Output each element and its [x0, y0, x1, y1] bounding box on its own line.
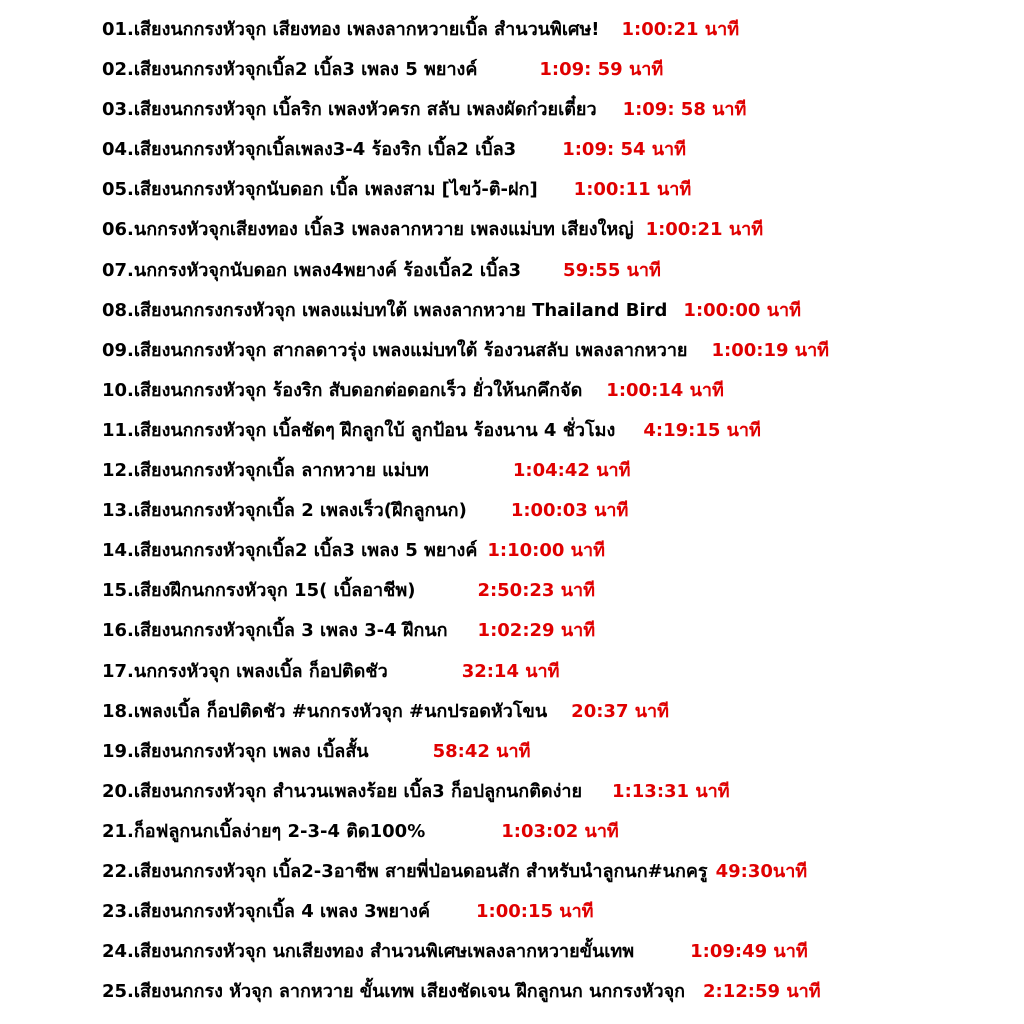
track-row: [102, 50, 1002, 90]
track-duration: 20:37 นาที: [571, 700, 670, 722]
track-title: 02.เสียงนกกรงหัวจุกเบิ้ล2 เบิ้ล3 เพลง 5 พยางค์: [102, 59, 478, 81]
track-row: [102, 812, 1002, 852]
track-row: [102, 692, 1002, 732]
track-title: 12.เสียงนกกรงหัวจุกเบิ้ล ลากหวาย แม่บท: [102, 460, 429, 482]
track-title: 10.เสียงนกกรงหัวจุก ร้องริก สับดอกต่อดอกเร็ว ยั่วให้นกคึกจัด: [102, 379, 583, 401]
track-duration: 1:00:15 นาที: [475, 901, 594, 923]
track-duration: 49:30นาที: [715, 860, 808, 882]
track-title: 09.เสียงนกกรงหัวจุก สากลดาวรุ่ง เพลงแม่บทใต้ ร้องวนสลับ เพลงลากหวาย: [102, 339, 688, 361]
track-row: [102, 852, 1002, 892]
track-duration: 58:42 นาที: [432, 740, 531, 762]
track-row: [102, 571, 1002, 611]
track-row: [102, 90, 1002, 130]
track-duration: 1:00:21 นาที: [621, 19, 740, 40]
track-row: [102, 10, 1002, 50]
track-row: [102, 130, 1002, 170]
track-duration: 1:00:19 นาที: [711, 339, 830, 361]
track-title: 25.เสียงนกกรง หัวจุก ลากหวาย ขั้นเทพ เสียงชัดเจน ฝึกลูกนก นกกรงหัวจุก: [102, 981, 686, 1003]
track-row: [102, 732, 1002, 772]
track-row: [102, 451, 1002, 491]
track-row: [102, 611, 1002, 651]
track-duration: 1:00:14 นาที: [606, 379, 724, 401]
track-title: 23.เสียงนกกรงหัวจุกเบิ้ล 4 เพลง 3พยางค์: [102, 901, 430, 923]
track-title: 13.เสียงนกกรงหัวจุกเบิ้ล 2 เพลงเร็ว(ฝึกลูกนก): [102, 500, 467, 522]
track-duration: 1:10:00 นาที: [487, 540, 605, 562]
track-title: 06.นกกรงหัวจุกเสียงทอง เบิ้ล3 เพลงลากหวาย เพลงแม่บท เสียงใหญ่: [102, 219, 634, 241]
track-title: 03.เสียงนกกรงหัวจุก เบิ้ลริก เพลงหัวครก สลับ เพลงผัดก๋วยเตี๋ยว: [102, 99, 597, 121]
track-row: [102, 251, 1002, 291]
track-duration: 32:14 นาที: [461, 660, 560, 682]
track-duration: 1:00:00 นาที: [683, 299, 801, 321]
track-title: 01.เสียงนกกรงหัวจุก เสียงทอง เพลงลากหวายเบิ้ล สำนวนพิเศษ!: [102, 19, 600, 40]
track-row: [102, 411, 1002, 451]
track-title: 24.เสียงนกกรงหัวจุก นกเสียงทอง สำนวนพิเศษเพลงลากหวายขั้นเทพ: [102, 941, 635, 963]
track-title: 15.เสียงฝึกนกกรงหัวจุก 15( เบิ้ลอาชีพ): [102, 580, 416, 602]
track-title: 05.เสียงนกกรงหัวจุกนับดอก เบิ้ล เพลงสาม [ไขว้-ติ-ฝก]: [102, 179, 538, 201]
track-duration: 1:09: 58 นาที: [622, 99, 747, 121]
track-duration: 2:50:23 นาที: [477, 580, 595, 602]
track-title: 17.นกกรงหัวจุก เพลงเบิ้ล ก็อปติดชัว: [102, 660, 388, 682]
track-duration: 4:19:15 นาที: [643, 419, 761, 441]
track-row: [102, 331, 1002, 371]
track-title: 22.เสียงนกกรงหัวจุก เบิ้ล2-3อาชีพ สายพี่ป่อนดอนสัก สำหรับนำลูกนก#นกครู: [102, 860, 708, 882]
track-title: 19.เสียงนกกรงหัวจุก เพลง เบิ้ลสั้น: [102, 740, 369, 762]
track-row: [102, 972, 1002, 1012]
track-list: [102, 10, 1002, 1012]
track-row: [102, 531, 1002, 571]
track-title: 08.เสียงนกกรงกรงหัวจุก เพลงแม่บทใต้ เพลงลากหวาย Thailand Bird: [102, 299, 668, 321]
track-row: [102, 371, 1002, 411]
track-duration: 2:12:59 นาที: [703, 981, 821, 1003]
track-title: 18.เพลงเบิ้ล ก็อปติดชัว #นกกรงหัวจุก #นกปรอดหัวโขน: [102, 700, 548, 722]
track-row: [102, 892, 1002, 932]
track-title: 21.ก็อฟลูกนกเบิ้ลง่ายๆ 2-3-4 ติด100%: [102, 820, 426, 842]
track-row: [102, 932, 1002, 972]
track-duration: 1:00:11 นาที: [573, 179, 692, 201]
track-duration: 1:09: 54 นาที: [562, 139, 687, 161]
track-duration: 1:09:49 นาที: [690, 941, 808, 963]
track-duration: 1:03:02 นาที: [501, 820, 619, 842]
track-duration: 1:04:42 นาที: [512, 460, 631, 482]
track-duration: 1:00:21 นาที: [645, 219, 764, 241]
track-row: [102, 491, 1002, 531]
track-duration: 1:02:29 นาที: [477, 620, 596, 642]
track-title: 16.เสียงนกกรงหัวจุกเบิ้ล 3 เพลง 3-4 ฝึกนก: [102, 620, 448, 642]
track-duration: 1:09: 59 นาที: [539, 59, 664, 81]
track-title: 04.เสียงนกกรงหัวจุกเบิ้ลเพลง3-4 ร้องริก เบิ้ล2 เบิ้ล3: [102, 139, 517, 161]
track-title: 20.เสียงนกกรงหัวจุก สำนวนเพลงร้อย เบิ้ล3 ก็อปลูกนกติดง่าย: [102, 780, 583, 802]
track-row: [102, 652, 1002, 692]
track-row: [102, 772, 1002, 812]
track-row: [102, 170, 1002, 210]
track-duration: 1:13:31 นาที: [612, 780, 730, 802]
track-row: [102, 210, 1002, 250]
track-duration: 1:00:03 นาที: [510, 500, 629, 522]
track-title: 14.เสียงนกกรงหัวจุกเบิ้ล2 เบิ้ล3 เพลง 5 พยางค์: [102, 540, 478, 562]
track-title: 11.เสียงนกกรงหัวจุก เบิ้ลชัดๆ ฝึกลูกใบ้ ลูกป้อน ร้องนาน 4 ชั่วโมง: [102, 419, 616, 441]
track-row: [102, 291, 1002, 331]
track-duration: 59:55 นาที: [563, 259, 661, 281]
track-title: 07.นกกรงหัวจุกนับดอก เพลง4พยางค์ ร้องเบิ้ล2 เบิ้ล3: [102, 259, 522, 281]
